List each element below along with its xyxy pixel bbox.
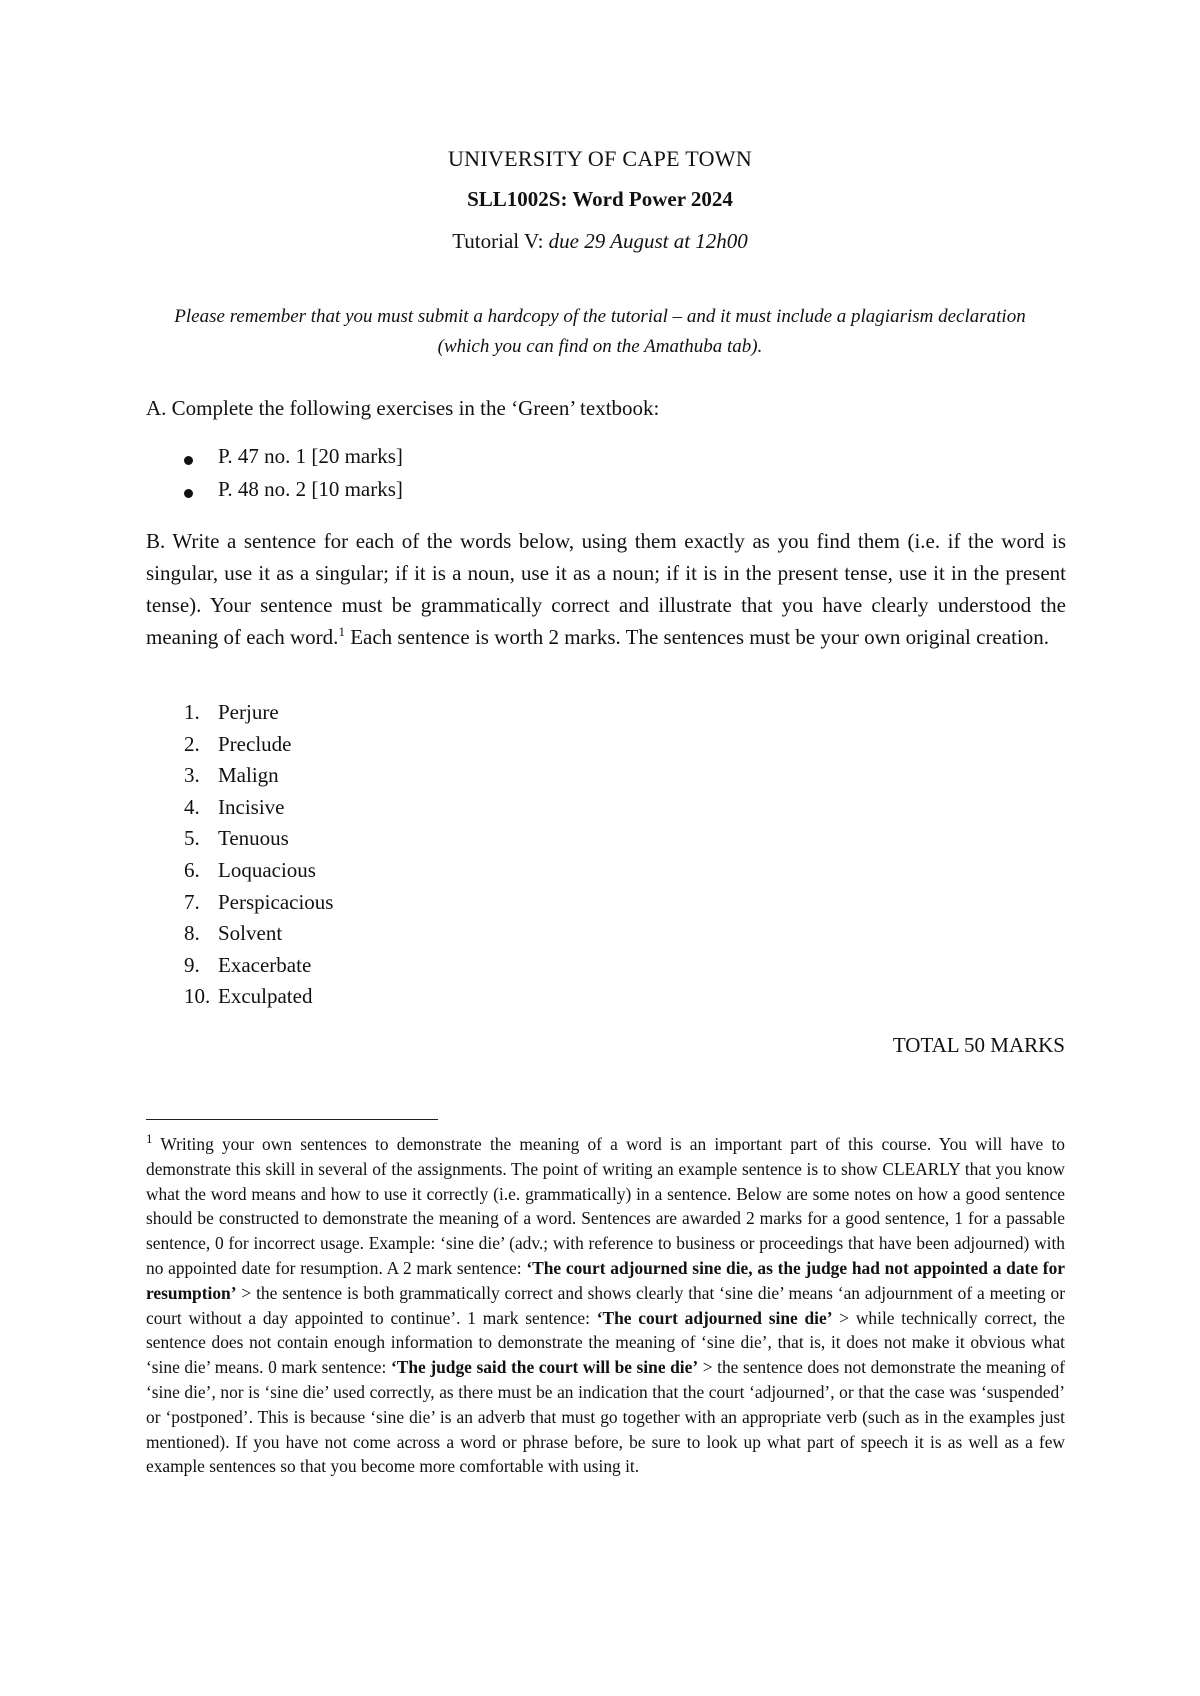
item-number: 10.	[184, 984, 211, 1009]
word: Exculpated	[218, 984, 313, 1009]
word: Perjure	[218, 700, 279, 724]
tutorial-line	[0, 229, 1200, 254]
item-number: 4.	[184, 794, 200, 819]
footnote-text-4: > the sentence does not demonstrate the meaning of ‘sine die’, nor is ‘sine die’ used correctly, as there must be an indication that the court ‘adjourned’, or that the case was ‘suspended’ or ‘postponed’. This is because ‘sine die’ is an adverb that must go together with an appropriate verb (such as in the examples just mentioned). If you have not come across a word or phrase before, be sure to look up what part of speech it is as well as a few example sentences so that you become more comfortable with using it.	[146, 1357, 1065, 1477]
university-heading: UNIVERSITY OF CAPE TOWN	[447, 146, 753, 171]
section-a-instruction: A. Complete the following exercises in the ‘Green’ textbook:	[146, 396, 660, 420]
word: Perspicacious	[218, 889, 334, 914]
item-number: 9.	[184, 952, 200, 977]
list-item	[146, 763, 333, 795]
footnote-separator	[146, 1119, 438, 1120]
example-sentence-0-mark: ‘The judge said the court will be sine die’	[390, 1357, 699, 1378]
course-title: SLL1002S: Word Power 2024	[467, 187, 733, 211]
list-item	[146, 984, 333, 1016]
footnote	[146, 1132, 1065, 1479]
example-sentence-1-mark: ‘The court adjourned sine die’	[596, 1307, 833, 1328]
item-number: 5.	[184, 826, 200, 851]
list-item	[146, 444, 403, 477]
list-item	[146, 953, 333, 985]
list-item	[146, 700, 333, 732]
section-b-text-2: Each sentence is worth 2 marks. The sentences must be your own original creation.	[344, 625, 1050, 649]
list-item	[146, 921, 333, 953]
word: Malign	[218, 763, 279, 788]
example-sentence-2-mark: ‘The court adjourned sine die, as the judge had not appointed a date for resumption’	[146, 1257, 1065, 1303]
due-date: due 29 August at 12h00	[548, 229, 748, 253]
footnote-text-3: > while technically correct, the sentence does not contain enough information to demonstrate the meaning of ‘sine die’, that is, it does not make it obvious what ‘sine die’ means. 0 mark sentence:	[146, 1307, 1065, 1378]
word: Loquacious	[218, 857, 316, 882]
list-item-text: P. 47 no. 1 [20 marks]	[218, 444, 403, 468]
word-list	[146, 700, 333, 1016]
item-number: 3.	[184, 763, 200, 788]
section-b-instruction	[146, 525, 1066, 653]
list-item	[146, 826, 333, 858]
list-item	[146, 795, 333, 827]
footnote-reference[interactable]: 1	[338, 624, 345, 639]
footnote-text-2: > the sentence is both grammatically correct and shows clearly that ‘sine die’ means ‘an adjournment of a meeting or court without a day appointed to continue’. 1 mark sentence:	[146, 1282, 1065, 1328]
section-b-text-1: B. Write a sentence for each of the words below, using them exactly as you find them (i.e. if the word is singular, use it as a singular; if it is a noun, use it as a noun; if it is in the present tense, use it in the present tense). Your sentence must be grammatically correct and illustrate that you have clearly understood the meaning of each word.	[146, 529, 1066, 649]
word: Preclude	[218, 731, 292, 756]
section-a-list	[146, 444, 403, 510]
list-item	[146, 890, 333, 922]
word: Tenuous	[218, 826, 289, 851]
footnote-text-1: Writing your own sentences to demonstrate the meaning of a word is an important part of this course. You will have to demonstrate this skill in several of the assignments. The point of writing an example sentence is to show CLEARLY that you know what the word means and how to use it correctly (i.e. grammatically) in a sentence. Below are some notes on how a good sentence should be constructed to demonstrate the meaning of a word. Sentences are awarded 2 marks for a good sentence, 1 for a passable sentence, 0 for incorrect usage. Example: ‘sine die’ (adv.; with reference to business or proceedings that have been adjourned) with no appointed date for resumption. A 2 mark sentence:	[146, 1134, 1065, 1278]
tutorial-label: Tutorial V:	[452, 229, 544, 253]
word: Solvent	[218, 921, 283, 946]
word: Exacerbate	[218, 952, 312, 977]
bullet-icon	[184, 456, 193, 465]
list-item	[146, 858, 333, 890]
item-number: 7.	[184, 889, 200, 914]
footnote-marker: 1	[146, 1131, 153, 1147]
word: Incisive	[218, 794, 285, 819]
item-number: 2.	[184, 731, 200, 756]
item-number: 8.	[184, 921, 200, 946]
item-number: 1.	[184, 700, 200, 724]
item-number: 6.	[184, 857, 200, 882]
list-item-text: P. 48 no. 2 [10 marks]	[218, 477, 403, 501]
submission-notice: Please remember that you must submit a hardcopy of the tutorial – and it must include a plagiarism declaration (which you can find on the Amathuba tab).	[174, 306, 1026, 357]
total-marks: TOTAL 50 MARKS	[892, 1033, 1065, 1057]
bullet-icon	[184, 489, 193, 498]
list-item	[146, 732, 333, 764]
list-item	[146, 477, 403, 510]
